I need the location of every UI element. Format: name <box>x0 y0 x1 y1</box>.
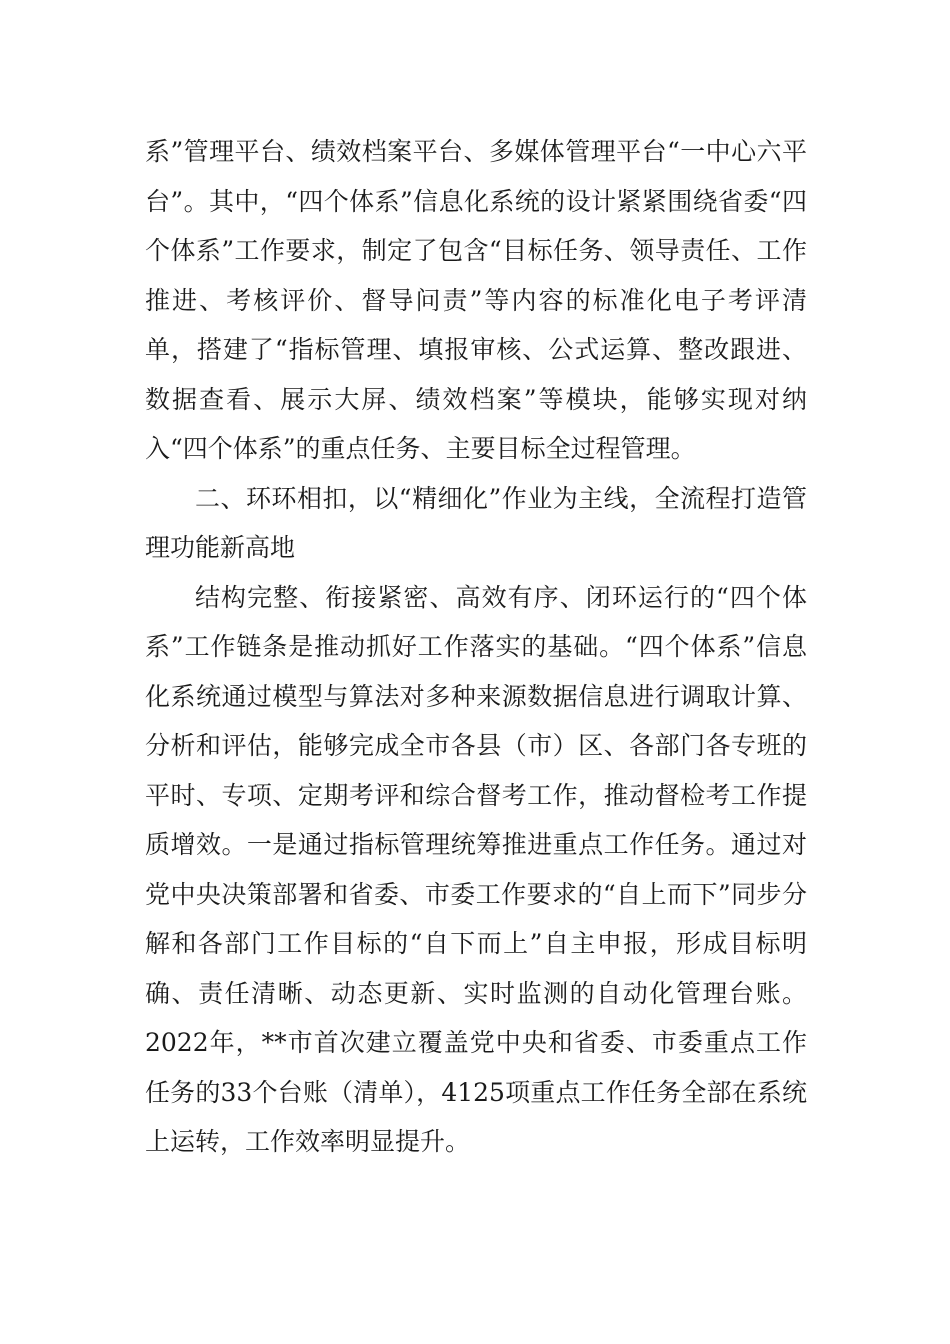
section-heading: 二、环环相扣，以“精细化”作业为主线，全流程打造管理功能新高地 <box>145 483 807 562</box>
paragraph-continuation: 系”管理平台、绩效档案平台、多媒体管理平台“一中心六平台”。其中，“四个体系”信息化系统的设计紧紧围绕省委“四个体系”工作要求，制定了包含“目标任务、领导责任、工作推进、考核评价、督导问责”等内容的标准化电子考评清单，搭建了“指标管理、填报审核、公式运算、整改跟进、数据查看、展示大屏、绩效档案”等模块，能够实现对纳入“四个体系”的重点任务、主要目标全过程管理。 <box>145 137 807 463</box>
document-body <box>145 127 807 1167</box>
paragraph-body: 结构完整、衔接紧密、高效有序、闭环运行的“四个体系”工作链条是推动抓好工作落实的基础。“四个体系”信息化系统通过模型与算法对多种来源数据信息进行调取计算、分析和评估，能够完成全市各县（市）区、各部门各专班的平时、专项、定期考评和综合督考工作，推动督检考工作提质增效。一是通过指标管理统筹推进重点工作任务。通过对党中央决策部署和省委、市委工作要求的“自上而下”同步分解和各部门工作目标的“自下而上”自主申报，形成目标明确、责任清晰、动态更新、实时监测的自动化管理台账。2022年，**市首次建立覆盖党中央和省委、市委重点工作任务的33个台账（清单），4125项重点工作任务全部在系统上运转，工作效率明显提升。 <box>145 582 807 1156</box>
